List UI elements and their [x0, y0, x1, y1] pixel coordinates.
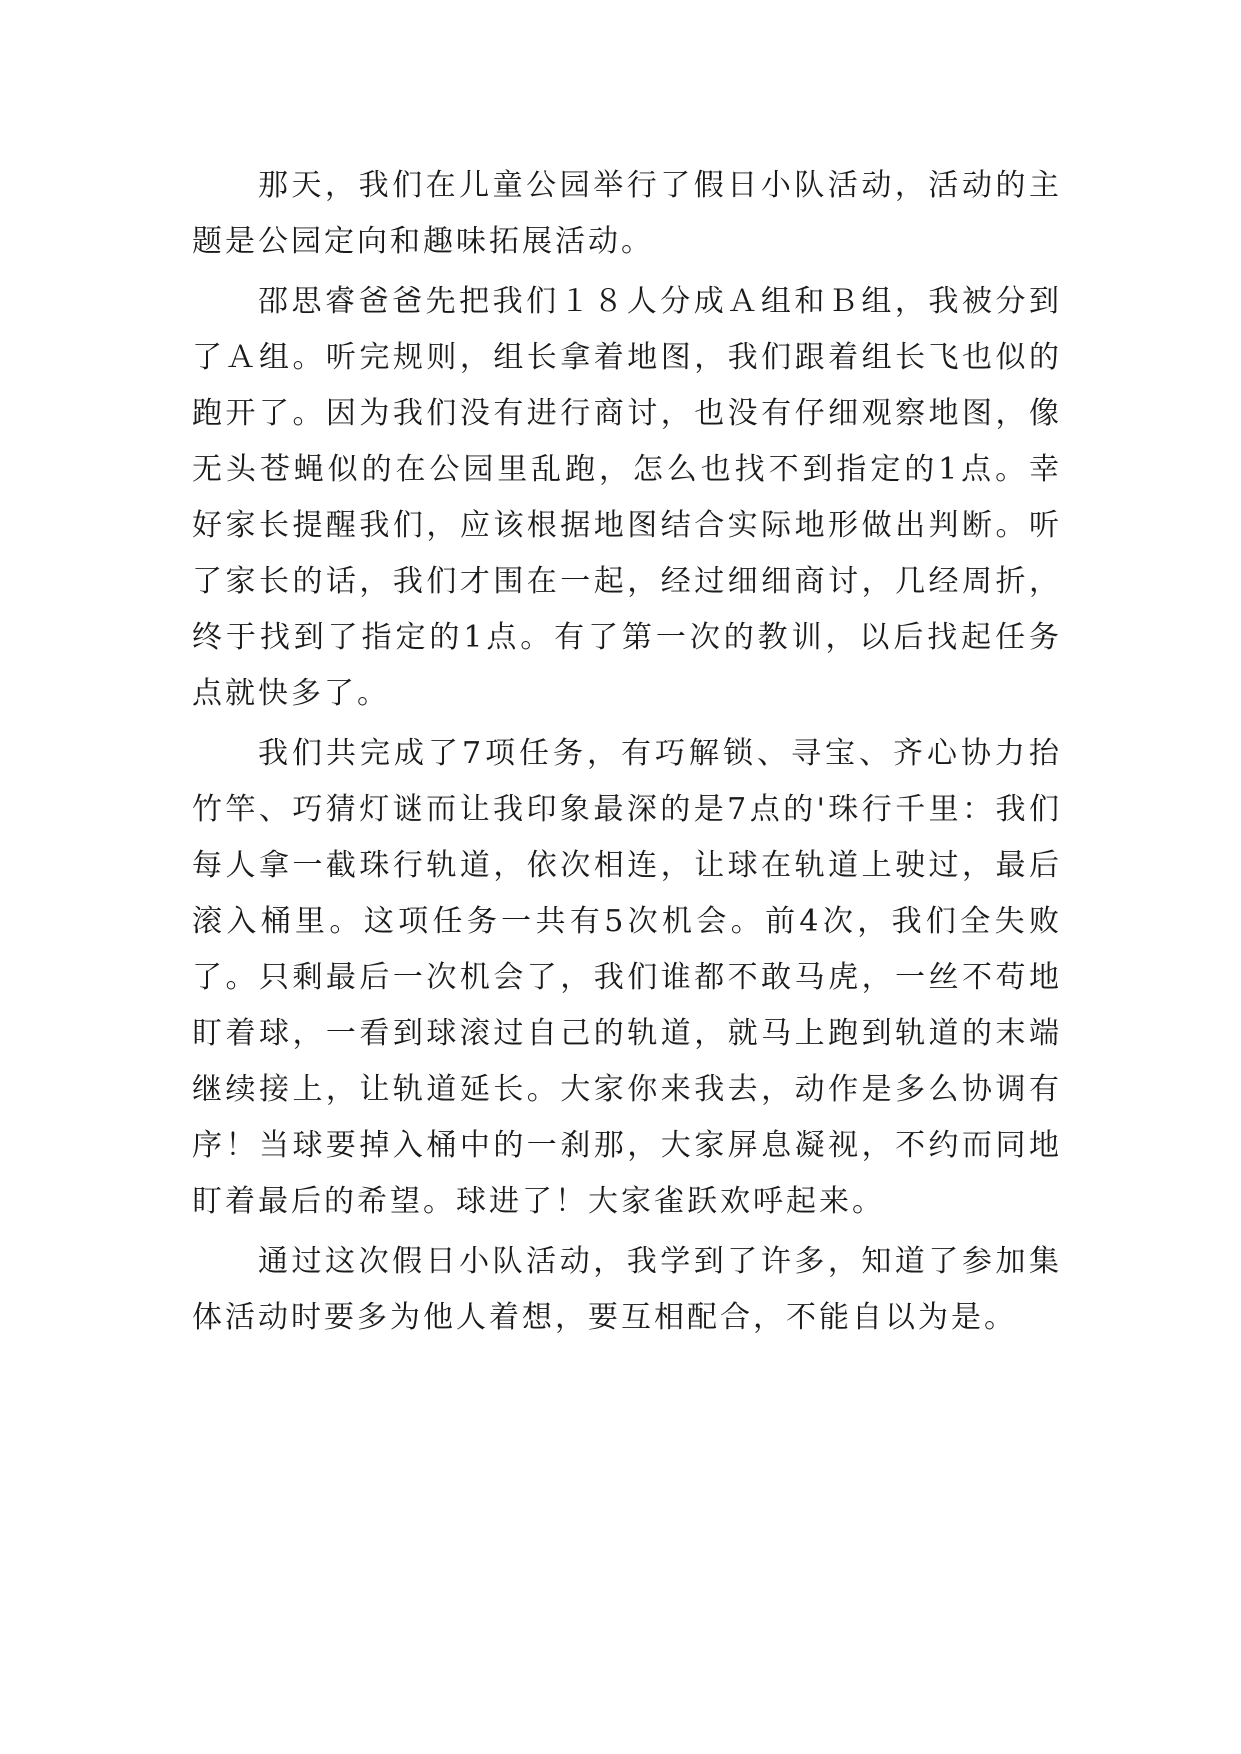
essay-body	[192, 158, 1062, 1350]
paragraph-1: 那天，我们在儿童公园举行了假日小队活动，活动的主题是公园定向和趣味拓展活动。	[192, 168, 1062, 259]
paragraph-2: 邵思睿爸爸先把我们１８人分成Ａ组和Ｂ组，我被分到了Ａ组。听完规则，组长拿着地图，我们跟着组长飞也似的跑开了。因为我们没有进行商讨，也没有仔细观察地图，像无头苍蝇似的在公园里乱跑，怎么也找不到指定的1点。幸好家长提醒我们，应该根据地图结合实际地形做出判断。听了家长的话，我们才围在一起，经过细细商讨，几经周折，终于找到了指定的1点。有了第一次的教训，以后找起任务点就快多了。	[192, 284, 1062, 711]
paragraph-4: 通过这次假日小队活动，我学到了许多，知道了参加集体活动时要多为他人着想，要互相配合，不能自以为是。	[192, 1244, 1062, 1335]
paragraph-3: 我们共完成了7项任务，有巧解锁、寻宝、齐心协力抬竹竿、巧猜灯谜而让我印象最深的是7点的'珠行千里：我们每人拿一截珠行轨道，依次相连，让球在轨道上驶过，最后滚入桶里。这项任务一共有5次机会。前4次，我们全失败了。只剩最后一次机会了，我们谁都不敢马虎，一丝不苟地盯着球，一看到球滚过自己的轨道，就马上跑到轨道的末端继续接上，让轨道延长。大家你来我去，动作是多么协调有序！当球要掉入桶中的一刹那，大家屏息凝视，不约而同地盯着最后的希望。球进了！大家雀跃欢呼起来。	[192, 736, 1062, 1219]
